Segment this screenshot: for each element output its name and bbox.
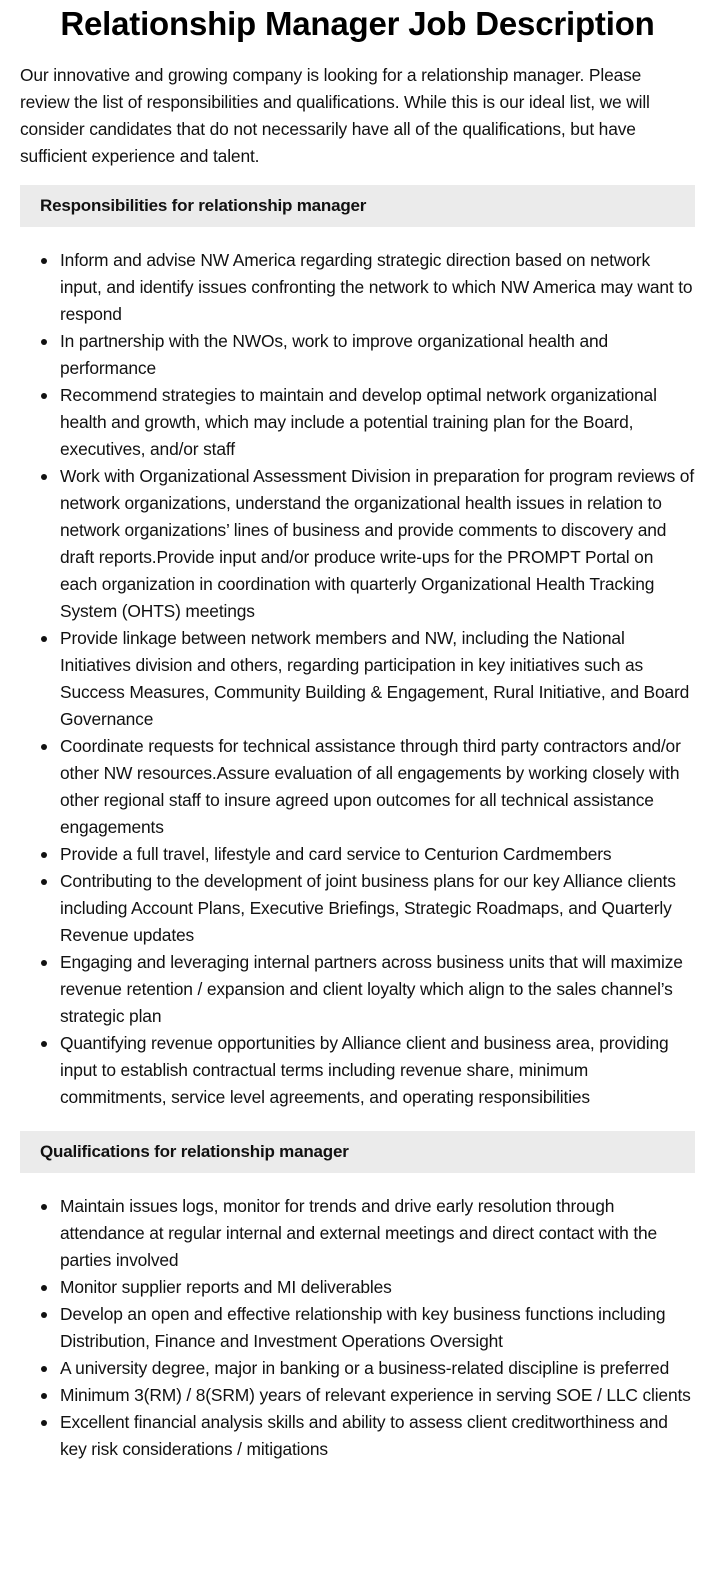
responsibilities-heading: Responsibilities for relationship manager [20,185,695,227]
list-item: Monitor supplier reports and MI deliverables [60,1274,695,1301]
bullet-icon [41,1204,47,1210]
bullet-icon [41,1366,47,1372]
bullet-icon [41,258,47,264]
list-item: Recommend strategies to maintain and develop optimal network organizational health and growth, which may include a potential training plan for the Board, executives, and/or staff [60,382,695,463]
responsibilities-list [20,247,695,1111]
list-item: Develop an open and effective relationship with key business functions including Distribution, Finance and Investment Operations Oversight [60,1301,695,1355]
bullet-icon [41,339,47,345]
bullet-icon [41,636,47,642]
list-item: In partnership with the NWOs, work to improve organizational health and performance [60,328,695,382]
bullet-icon [41,393,47,399]
bullet-icon [41,1285,47,1291]
bullet-icon [41,1041,47,1047]
list-item: Minimum 3(RM) / 8(SRM) years of relevant experience in serving SOE / LLC clients [60,1382,695,1409]
spacer [20,1111,695,1131]
list-item: Work with Organizational Assessment Division in preparation for program reviews of network organizations, understand the organizational health issues in relation to network organizations’ lines of business and provide comments to discovery and draft reports.Provide input and/or produce write-ups for the PROMPT Portal on each organization in coordination with quarterly Organizational Health Tracking System (OHTS) meetings [60,463,695,625]
bullet-icon [41,960,47,966]
qualifications-list [20,1193,695,1463]
list-item: Coordinate requests for technical assistance through third party contractors and/or other NW resources.Assure evaluation of all engagements by working closely with other regional staff to insure agreed upon outcomes for all technical assistance engagements [60,733,695,841]
list-item: Contributing to the development of joint business plans for our key Alliance clients including Account Plans, Executive Briefings, Strategic Roadmaps, and Quarterly Revenue updates [60,868,695,949]
bullet-icon [41,1393,47,1399]
list-item: Excellent financial analysis skills and ability to assess client creditworthiness and key risk considerations / mitigations [60,1409,695,1463]
list-item: Quantifying revenue opportunities by Alliance client and business area, providing input to establish contractual terms including revenue share, minimum commitments, service level agreements, and operating responsibilities [60,1030,695,1111]
list-item: A university degree, major in banking or a business-related discipline is preferred [60,1355,695,1382]
bullet-icon [41,744,47,750]
list-item: Provide linkage between network members and NW, including the National Initiatives division and others, regarding participation in key initiatives such as Success Measures, Community Building & Engagement, Rural Initiative, and Board Governance [60,625,695,733]
bullet-icon [41,852,47,858]
page-title: Relationship Manager Job Description [60,5,655,42]
list-item: Inform and advise NW America regarding strategic direction based on network input, and identify issues confronting the network to which NW America may want to respond [60,247,695,328]
list-item: Provide a full travel, lifestyle and card service to Centurion Cardmembers [60,841,695,868]
bullet-icon [41,1312,47,1318]
qualifications-heading: Qualifications for relationship manager [20,1131,695,1173]
list-item: Engaging and leveraging internal partners across business units that will maximize revenue retention / expansion and client loyalty which align to the sales channel’s strategic plan [60,949,695,1030]
bullet-icon [41,1420,47,1426]
list-item: Maintain issues logs, monitor for trends and drive early resolution through attendance at regular internal and external meetings and direct contact with the parties involved [60,1193,695,1274]
bullet-icon [41,474,47,480]
bullet-icon [41,879,47,885]
intro-paragraph: Our innovative and growing company is looking for a relationship manager. Please review the list of responsibilities and qualifications. While this is our ideal list, we will consider candidates that do not necessarily have all of the qualifications, but have sufficient experience and talent. [20,65,650,166]
